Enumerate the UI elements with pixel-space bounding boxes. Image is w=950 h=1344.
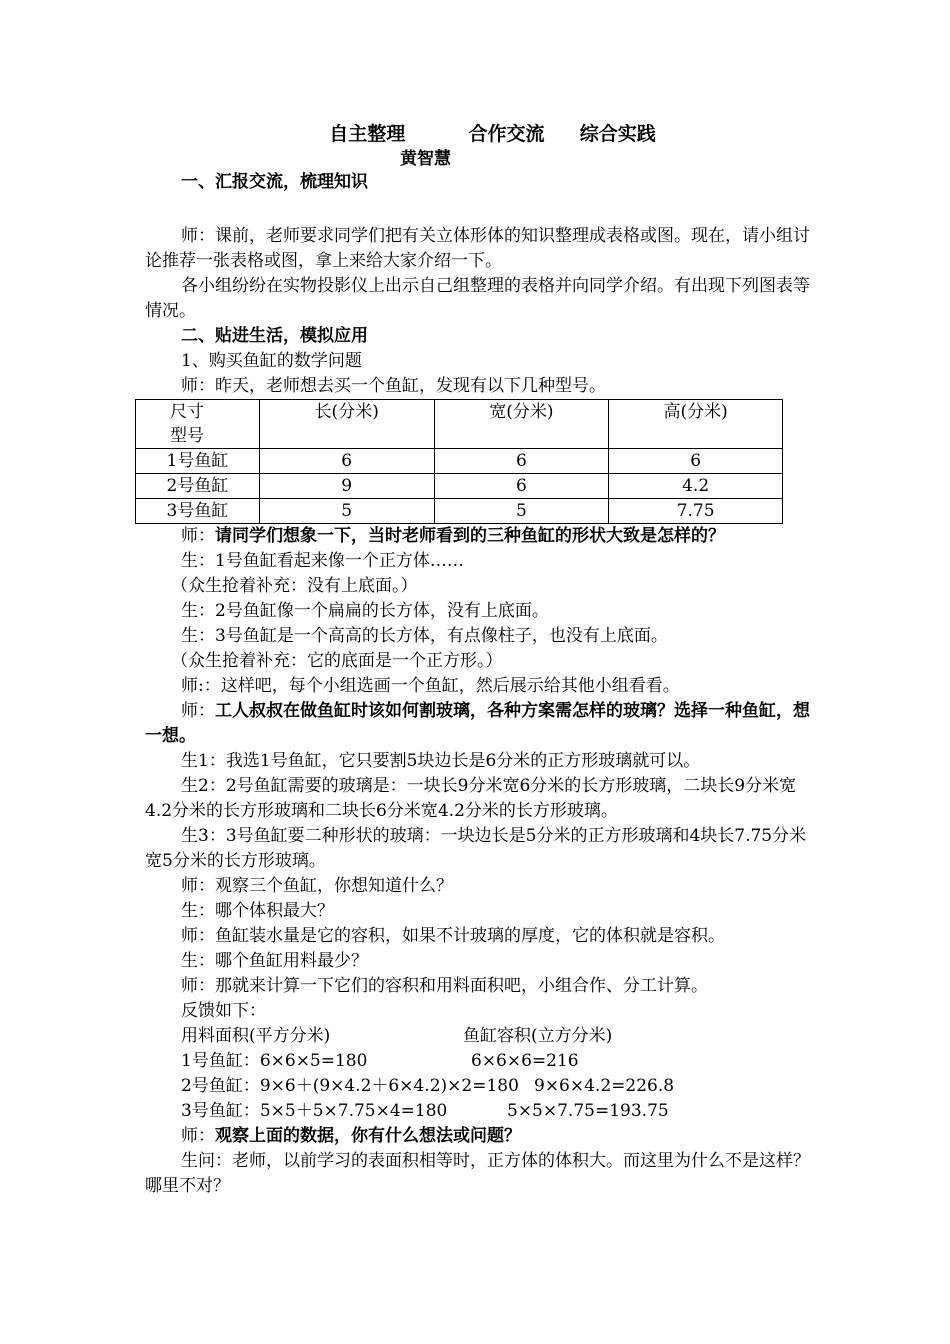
table-cell: 7.75: [609, 499, 783, 524]
title-part-2: 合作交流: [468, 123, 545, 145]
section-2-heading: 二、贴进生活，模拟应用: [181, 326, 368, 346]
corner-label-top: 尺寸: [170, 402, 204, 422]
paragraph: 师:：这样吧，每个小组选画一个鱼缸，然后展示给其他小组看看。: [181, 676, 680, 696]
table-row: [136, 499, 783, 524]
table-cell: 5: [434, 499, 609, 524]
page-title: [175, 120, 810, 148]
feedback-col2-header: 鱼缸容积(立方分米): [463, 1026, 613, 1046]
question-paragraph: 师：请同学们想象一下，当时老师看到的三种鱼缸的形状大致是怎样的？: [181, 526, 725, 546]
paragraph: 师：那就来计算一下它们的容积和用料面积吧，小组合作、分工计算。: [181, 976, 708, 996]
feedback-row: [145, 1099, 810, 1124]
paragraph: 生2：2号鱼缸需要的玻璃是：一块长9分米宽6分米的长方形玻璃，二块长9分米宽4.2分米的长方形玻璃和二块长6分米宽4.2分米的长方形玻璃。: [145, 776, 797, 821]
paragraph: 生问：老师，以前学习的表面积相等时，正方体的体积大。而这里为什么不是这样？哪里不对？: [145, 1151, 810, 1196]
paragraph: 生：哪个体积最大？: [181, 901, 334, 921]
subheading: 1、购买鱼缸的数学问题: [181, 351, 362, 371]
table-cell: 5: [259, 499, 434, 524]
paragraph: 各小组纷纷在实物投影仪上出示自己组整理的表格并向同学介绍。有出现下列图表等情况。: [145, 276, 810, 321]
section-1-heading: 一、汇报交流，梳理知识: [181, 172, 368, 192]
question-paragraph: 师：工人叔叔在做鱼缸时该如何割玻璃，各种方案需怎样的玻璃？选择一种鱼缸，想一想。: [145, 701, 810, 746]
title-part-3: 综合实践: [579, 123, 656, 145]
feedback-header-row: [145, 1024, 810, 1049]
feedback-col1-header: 用料面积(平方分米): [181, 1026, 331, 1046]
table-corner-cell: [136, 400, 260, 449]
table-row: [136, 449, 783, 474]
author-name: 黄智慧: [400, 149, 451, 169]
paragraph: 生：2号鱼缸像一个扁扁的长方体，没有上底面。: [181, 601, 549, 621]
table-cell: 4.2: [609, 474, 783, 499]
column-header: 高(分米): [609, 400, 783, 449]
table-cell: 6: [609, 449, 783, 474]
table-cell: 6: [434, 449, 609, 474]
table-cell: 6: [434, 474, 609, 499]
feedback-volume: 9×6×4.2=226.8: [534, 1076, 675, 1096]
column-header: 宽(分米): [434, 400, 609, 449]
table-row: [136, 474, 783, 499]
feedback-volume: 6×6×6=216: [471, 1051, 579, 1071]
table-cell: 9: [259, 474, 434, 499]
paragraph: 生：3号鱼缸是一个高高的长方体，有点像柱子，也没有上底面。: [181, 626, 668, 646]
table-cell: 6: [259, 449, 434, 474]
paragraph: （众生抢着补充：没有上底面。）: [171, 576, 418, 596]
feedback-volume: 5×5×7.75=193.75: [507, 1101, 669, 1121]
paragraph: 生1：我选1号鱼缸，它只要割5块边长是6分米的正方形玻璃就可以。: [181, 751, 701, 771]
feedback-area: 1号鱼缸：6×6×5=180: [181, 1051, 368, 1071]
question-paragraph: 师：观察上面的数据，你有什么想法或问题？: [181, 1126, 521, 1146]
row-label: 2号鱼缸: [136, 474, 260, 499]
title-part-1: 自主整理: [329, 123, 406, 145]
feedback-row: [145, 1074, 810, 1099]
paragraph: （众生抢着补充：它的底面是一个正方形。）: [171, 651, 503, 671]
paragraph: 师：课前，老师要求同学们把有关立体形体的知识整理成表格或图。现在，请小组讨论推荐一张表格或图，拿上来给大家介绍一下。: [145, 226, 810, 271]
paragraph: 师：观察三个鱼缸，你想知道什么？: [181, 876, 453, 896]
corner-label-bottom: 型号: [170, 426, 204, 446]
feedback-label: 反馈如下：: [181, 1001, 266, 1021]
fish-tank-table: [135, 399, 783, 524]
row-label: 3号鱼缸: [136, 499, 260, 524]
paragraph: 师：昨天，老师想去买一个鱼缸，发现有以下几种型号。: [181, 376, 606, 396]
paragraph: 师：鱼缸装水量是它的容积，如果不计玻璃的厚度，它的体积就是容积。: [181, 926, 725, 946]
paragraph: 生3：3号鱼缸要二种形状的玻璃：一块边长是5分米的正方形玻璃和4块长7.75分米宽5分米的长方形玻璃。: [145, 826, 807, 871]
column-header: 长(分米): [259, 400, 434, 449]
paragraph: 生：1号鱼缸看起来像一个正方体……: [181, 551, 464, 571]
document-body: [145, 120, 810, 1199]
paragraph: 生：哪个鱼缸用料最少？: [181, 951, 368, 971]
feedback-area: 3号鱼缸：5×5＋5×7.75×4=180: [181, 1101, 448, 1121]
row-label: 1号鱼缸: [136, 449, 260, 474]
feedback-row: [145, 1049, 810, 1074]
feedback-area: 2号鱼缸：9×6＋(9×4.2＋6×4.2)×2=180: [181, 1076, 519, 1096]
